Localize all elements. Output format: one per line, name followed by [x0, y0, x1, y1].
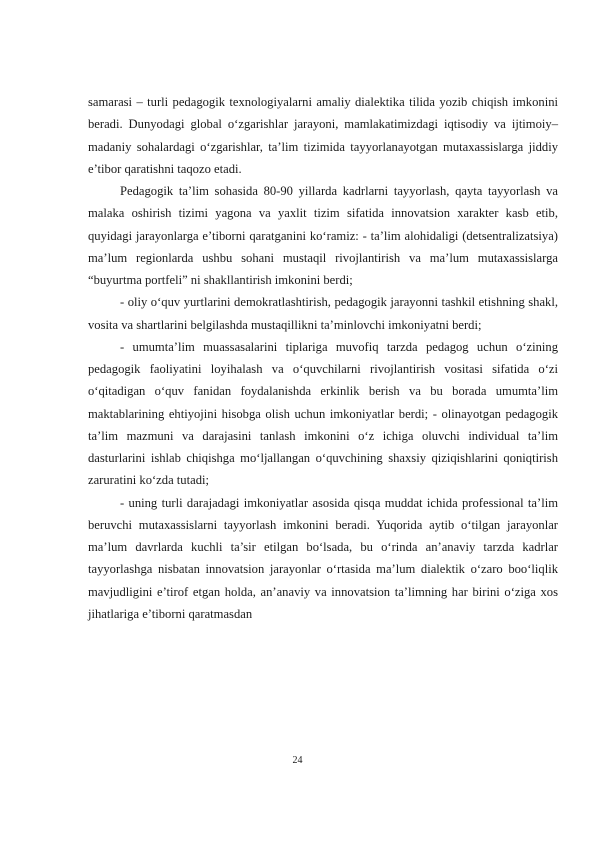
paragraph-3: - oliy o‘quv yurtlarini demokratlashtirish, pedagogik jarayonni tashkil etishning shakl, vosita va shartlarini belgilashda mustaqillikni ta’minlovchi imkoniyatni berdi; — [88, 295, 558, 332]
paragraph-1: samarasi – turli pedagogik texnologiyalarni amaliy dialektika tilida yozib chiqish imkonini beradi. Dunyodagi global o‘zgarishlar jarayoni, mamlakatimizdagi iqtisodiy va ijtimoiy– madaniy sohalardagi o‘zgarishlar, ta’lim tizimida tayyorlanayotgan mutaxassislarga jiddiy e’tibor qaratishni taqozo etadi. — [88, 95, 558, 176]
page-number: 24 — [292, 755, 303, 766]
paragraph-5: - uning turli darajadagi imkoniyatlar asosida qisqa muddat ichida professional ta’lim beruvchi mutaxassislarni tayyorlash imkonini beradi. Yuqorida aytib o‘tilgan jarayonlar ma’lum davrlarda kuchli ta’sir etilgan bo‘lsada, bu o‘rinda an’anaviy tarzda kadrlar tayyorlashga nisbatan innovatsion jarayonlar o‘rtasida ma’lum dialektik o‘zaro boo‘liqlik mavjudligini e’tirof etgan holda, an’anaviy va innovatsion ta’limning har birini o‘ziga xos jihatlariga e’tiborni qaratmasdan — [88, 495, 558, 621]
paragraph-2: Pedagogik ta’lim sohasida 80-90 yillarda kadrlarni tayyorlash, qayta tayyorlash va malaka oshirish tizimi yagona va yaxlit tizim sifatida innovatsion xarakter kasb etib, quyidagi jarayonlarga e’tiborni qaratganini ko‘ramiz: - ta’lim alohidaligi (detsentralizatsiya) ma’lum regionlarda ushbu sohani mustaqil rivojlantirish va ma’lum mutaxassislarga “buyurtma portfeli” ni shakllantirish imkonini berdi; — [88, 184, 558, 287]
body-text — [88, 91, 558, 625]
paragraph-4: - umumta’lim muassasalarini tiplariga muvofiq tarzda pedagog uchun o‘zining pedagogik faoliyatini loyihalash va o‘quvchilarni rivojlantirish vositasi sifatida o‘zi o‘qitadigan o‘quv fanidan foydalanishda erkinlik berish va bu borada umumta’lim maktablarining ehtiyojini hisobga olish uchun imkoniyatlar berdi; - olinayotgan pedagogik ta’lim mazmuni va darajasini tanlash imkonini o‘z ichiga oluvchi individual ta’lim dasturlarini ishlab chiqishga mo‘ljallangan o‘quvchining shaxsiy qiziqishlarini qoniqtirish zaruratini ko‘zda tutadi; — [88, 339, 558, 488]
